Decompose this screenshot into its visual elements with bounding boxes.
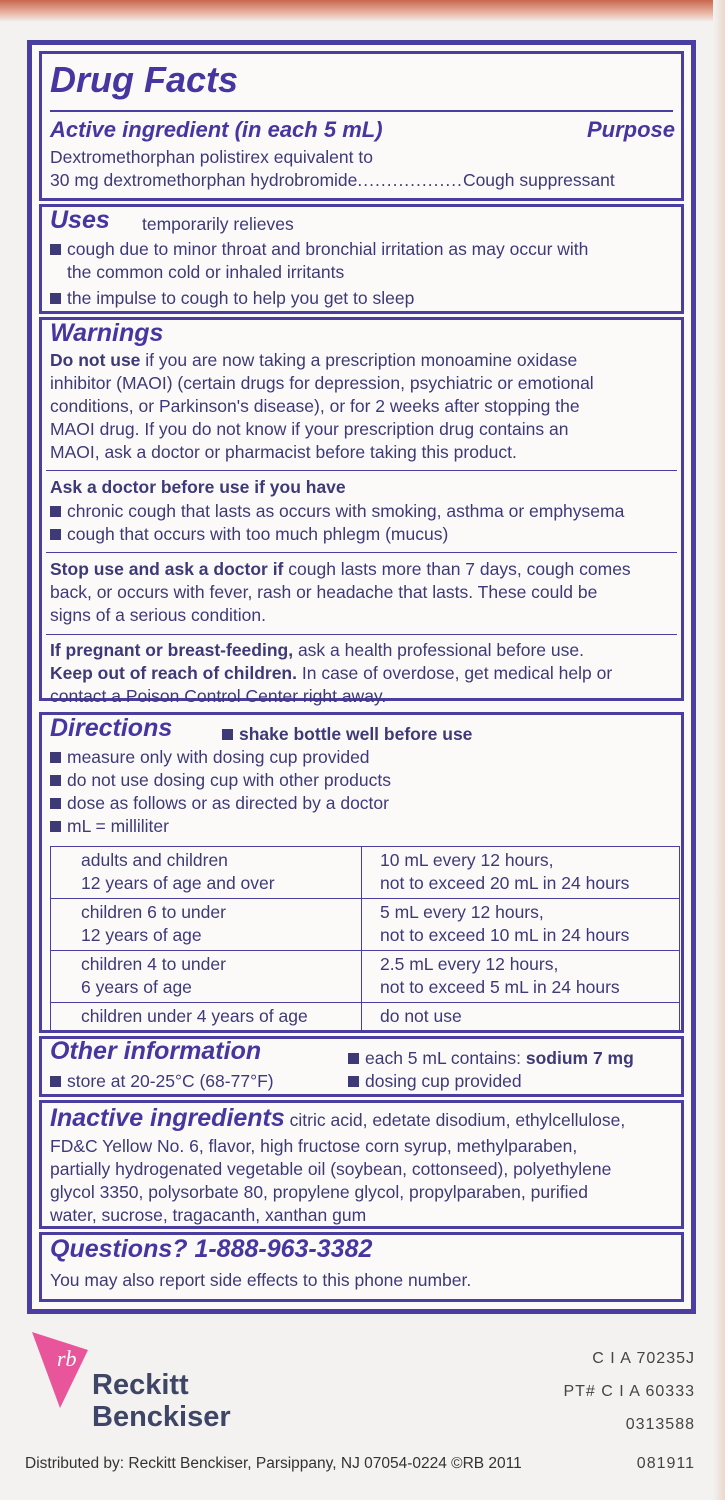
dose-cell: [362, 847, 680, 899]
drug-facts-title: Drug Facts: [50, 59, 239, 100]
distributor-footer: Distributed by: Reckitt Benckiser, Parsippany, NJ 07054-0224 ©RB 2011: [25, 1455, 522, 1472]
brand-name-line1: Reckitt: [92, 1369, 189, 1401]
dose-line2: not to exceed 20 mL in 24 hours: [380, 873, 630, 893]
active-ingredient-heading: Active ingredient (in each 5 mL): [50, 117, 383, 142]
dose-line1: 10 mL every 12 hours,: [380, 850, 554, 870]
age-line1: children 6 to under: [81, 902, 226, 922]
do-not-use-line4: MAOI drug. If you do not know if your prescription drug contains an: [50, 419, 569, 439]
questions-section: [39, 1232, 684, 1302]
dosage-table: [50, 846, 680, 1032]
bullet: [50, 1076, 61, 1087]
do-not-use-line3: conditions, or Parkinson's disease), or for 2 weeks after stopping the: [50, 396, 580, 416]
bullet: [50, 798, 61, 809]
storage-info: store at 20-25°C (68-77°F): [67, 1071, 274, 1091]
top-edge-strip: [0, 0, 725, 22]
divider: [46, 552, 677, 553]
other-information-heading: Other information: [50, 1037, 262, 1065]
inactive-line1: citric acid, edetate disodium, ethylcellulose,: [289, 1110, 626, 1130]
uses-intro: temporarily relieves: [142, 214, 294, 234]
age-line1: children under 4 years of age: [81, 1006, 308, 1026]
use-item-2: the impulse to cough to help you get to sleep: [67, 288, 415, 308]
direction-item-4: mL = milliliter: [67, 816, 169, 836]
do-not-use-text: if you are now taking a prescription monoamine oxidase: [145, 350, 578, 370]
age-line1: adults and children: [81, 850, 228, 870]
dose-line1: 5 mL every 12 hours,: [380, 902, 544, 922]
questions-heading: Questions? 1-888-963-3382: [50, 1235, 373, 1263]
bullet: [50, 775, 61, 786]
age-cell: [51, 847, 362, 899]
inactive-line3: partially hydrogenated vegetable oil (soybean, cottonseed), polyethylene: [50, 1159, 612, 1179]
do-not-use-line5: MAOI, ask a doctor or pharmacist before taking this product.: [50, 442, 517, 462]
dose-line2: not to exceed 10 mL in 24 hours: [380, 925, 630, 945]
divider: [46, 634, 677, 635]
code-1: C I A 70235J: [592, 1350, 695, 1367]
direction-item-1: measure only with dosing cup provided: [67, 747, 370, 767]
age-cell: [51, 899, 362, 951]
logo-text: rb: [57, 1346, 77, 1371]
active-ingredient-section: [39, 51, 684, 201]
stop-use-line2: back, or occurs with fever, rash or headache that lasts. These could be: [50, 582, 598, 602]
uses-heading: Uses: [50, 206, 110, 234]
inactive-ingredients-section: [39, 1100, 684, 1229]
age-line2: 6 years of age: [81, 977, 192, 997]
sodium-amount: sodium 7 mg: [525, 1048, 634, 1068]
purpose-value: Cough suppressant: [462, 170, 615, 190]
bullet: [50, 821, 61, 832]
dosing-cup-info: dosing cup provided: [365, 1071, 522, 1091]
age-line2: 12 years of age: [81, 925, 202, 945]
sodium-prefix: each 5 mL contains:: [365, 1048, 521, 1068]
inactive-line4: glycol 3350, polysorbate 80, propylene glycol, propylparaben, purified: [50, 1182, 588, 1202]
bullet: [50, 752, 61, 763]
bullet: [50, 244, 61, 255]
warnings-section: [39, 317, 684, 706]
code-4: 081911: [636, 1455, 695, 1472]
bullet: [348, 1076, 359, 1087]
table-row: [51, 847, 680, 899]
keep-out-text: In case of overdose, get medical help or: [301, 663, 613, 683]
active-ingredient-name: 30 mg dextromethorphan hydrobromide: [50, 170, 358, 190]
keep-out-label: Keep out of reach of children.: [50, 663, 297, 683]
bullet: [222, 729, 233, 740]
inactive-line2: FD&C Yellow No. 6, flavor, high fructose corn syrup, methylparaben,: [50, 1136, 578, 1156]
dose-line1: do not use: [380, 1006, 462, 1026]
directions-section: [39, 712, 684, 1033]
other-information-section: [39, 1036, 684, 1097]
drug-facts-panel: [27, 40, 696, 1314]
warnings-heading: Warnings: [50, 319, 164, 347]
stop-use-label: Stop use and ask a doctor if: [50, 559, 284, 579]
bullet: [50, 506, 61, 517]
use-item-1: cough due to minor throat and bronchial irritation as may occur with: [67, 239, 589, 259]
age-line2: 12 years of age and over: [81, 873, 275, 893]
rb-logo: [30, 1330, 100, 1415]
age-cell: [51, 951, 362, 1003]
code-2: PT# C I A 60333: [563, 1383, 695, 1400]
directions-heading: Directions: [50, 714, 173, 742]
active-ingredient-line1: Dextromethorphan polistirex equivalent to: [50, 147, 373, 167]
shake-instruction: shake bottle well before use: [239, 724, 473, 744]
dose-cell: [362, 951, 680, 1003]
stop-use-line3: signs of a serious condition.: [50, 605, 266, 625]
direction-item-2: do not use dosing cup with other products: [67, 770, 391, 790]
age-cell: [51, 1003, 362, 1032]
do-not-use-line2: inhibitor (MAOI) (certain drugs for depression, psychiatric or emotional: [50, 373, 594, 393]
age-line1: children 4 to under: [81, 954, 226, 974]
purpose-heading: Purpose: [586, 117, 675, 142]
do-not-use-label: Do not use: [50, 350, 141, 370]
ask-doctor-heading: Ask a doctor before use if you have: [50, 477, 346, 497]
code-3: 0313588: [625, 1416, 695, 1433]
dose-cell: [362, 1003, 680, 1032]
use-item-1-cont: the common cold or inhaled irritants: [67, 262, 345, 282]
keep-out-line2: contact a Poison Control Center right away.: [50, 686, 387, 706]
rb-logo-icon: [30, 1330, 100, 1410]
dose-line1: 2.5 mL every 12 hours,: [380, 954, 559, 974]
leader-dots: ..................: [357, 170, 463, 190]
divider: [46, 470, 677, 471]
right-edge: [713, 0, 725, 1500]
table-row: [51, 951, 680, 1003]
pregnant-text: ask a health professional before use.: [297, 640, 584, 660]
active-ingredient-line2: [50, 169, 615, 191]
pregnant-label: If pregnant or breast-feeding,: [50, 640, 294, 660]
bullet: [50, 529, 61, 540]
direction-item-3: dose as follows or as directed by a doctor: [67, 793, 389, 813]
inactive-ingredients-heading: Inactive ingredients: [50, 1104, 285, 1132]
uses-section: [39, 204, 684, 314]
ask-doctor-item-1: chronic cough that lasts as occurs with smoking, asthma or emphysema: [67, 501, 625, 521]
stop-use-text: cough lasts more than 7 days, cough comes: [288, 559, 631, 579]
brand-name-line2: Benckiser: [92, 1401, 231, 1433]
table-row: [51, 1003, 680, 1032]
questions-text: You may also report side effects to this phone number.: [50, 1270, 472, 1290]
dose-line2: not to exceed 5 mL in 24 hours: [380, 977, 620, 997]
table-row: [51, 899, 680, 951]
ask-doctor-item-2: cough that occurs with too much phlegm (mucus): [67, 524, 449, 544]
bullet: [50, 293, 61, 304]
dose-cell: [362, 899, 680, 951]
bullet: [348, 1053, 359, 1064]
title-divider: [50, 110, 673, 112]
inactive-line5: water, sucrose, tragacanth, xanthan gum: [50, 1205, 367, 1225]
